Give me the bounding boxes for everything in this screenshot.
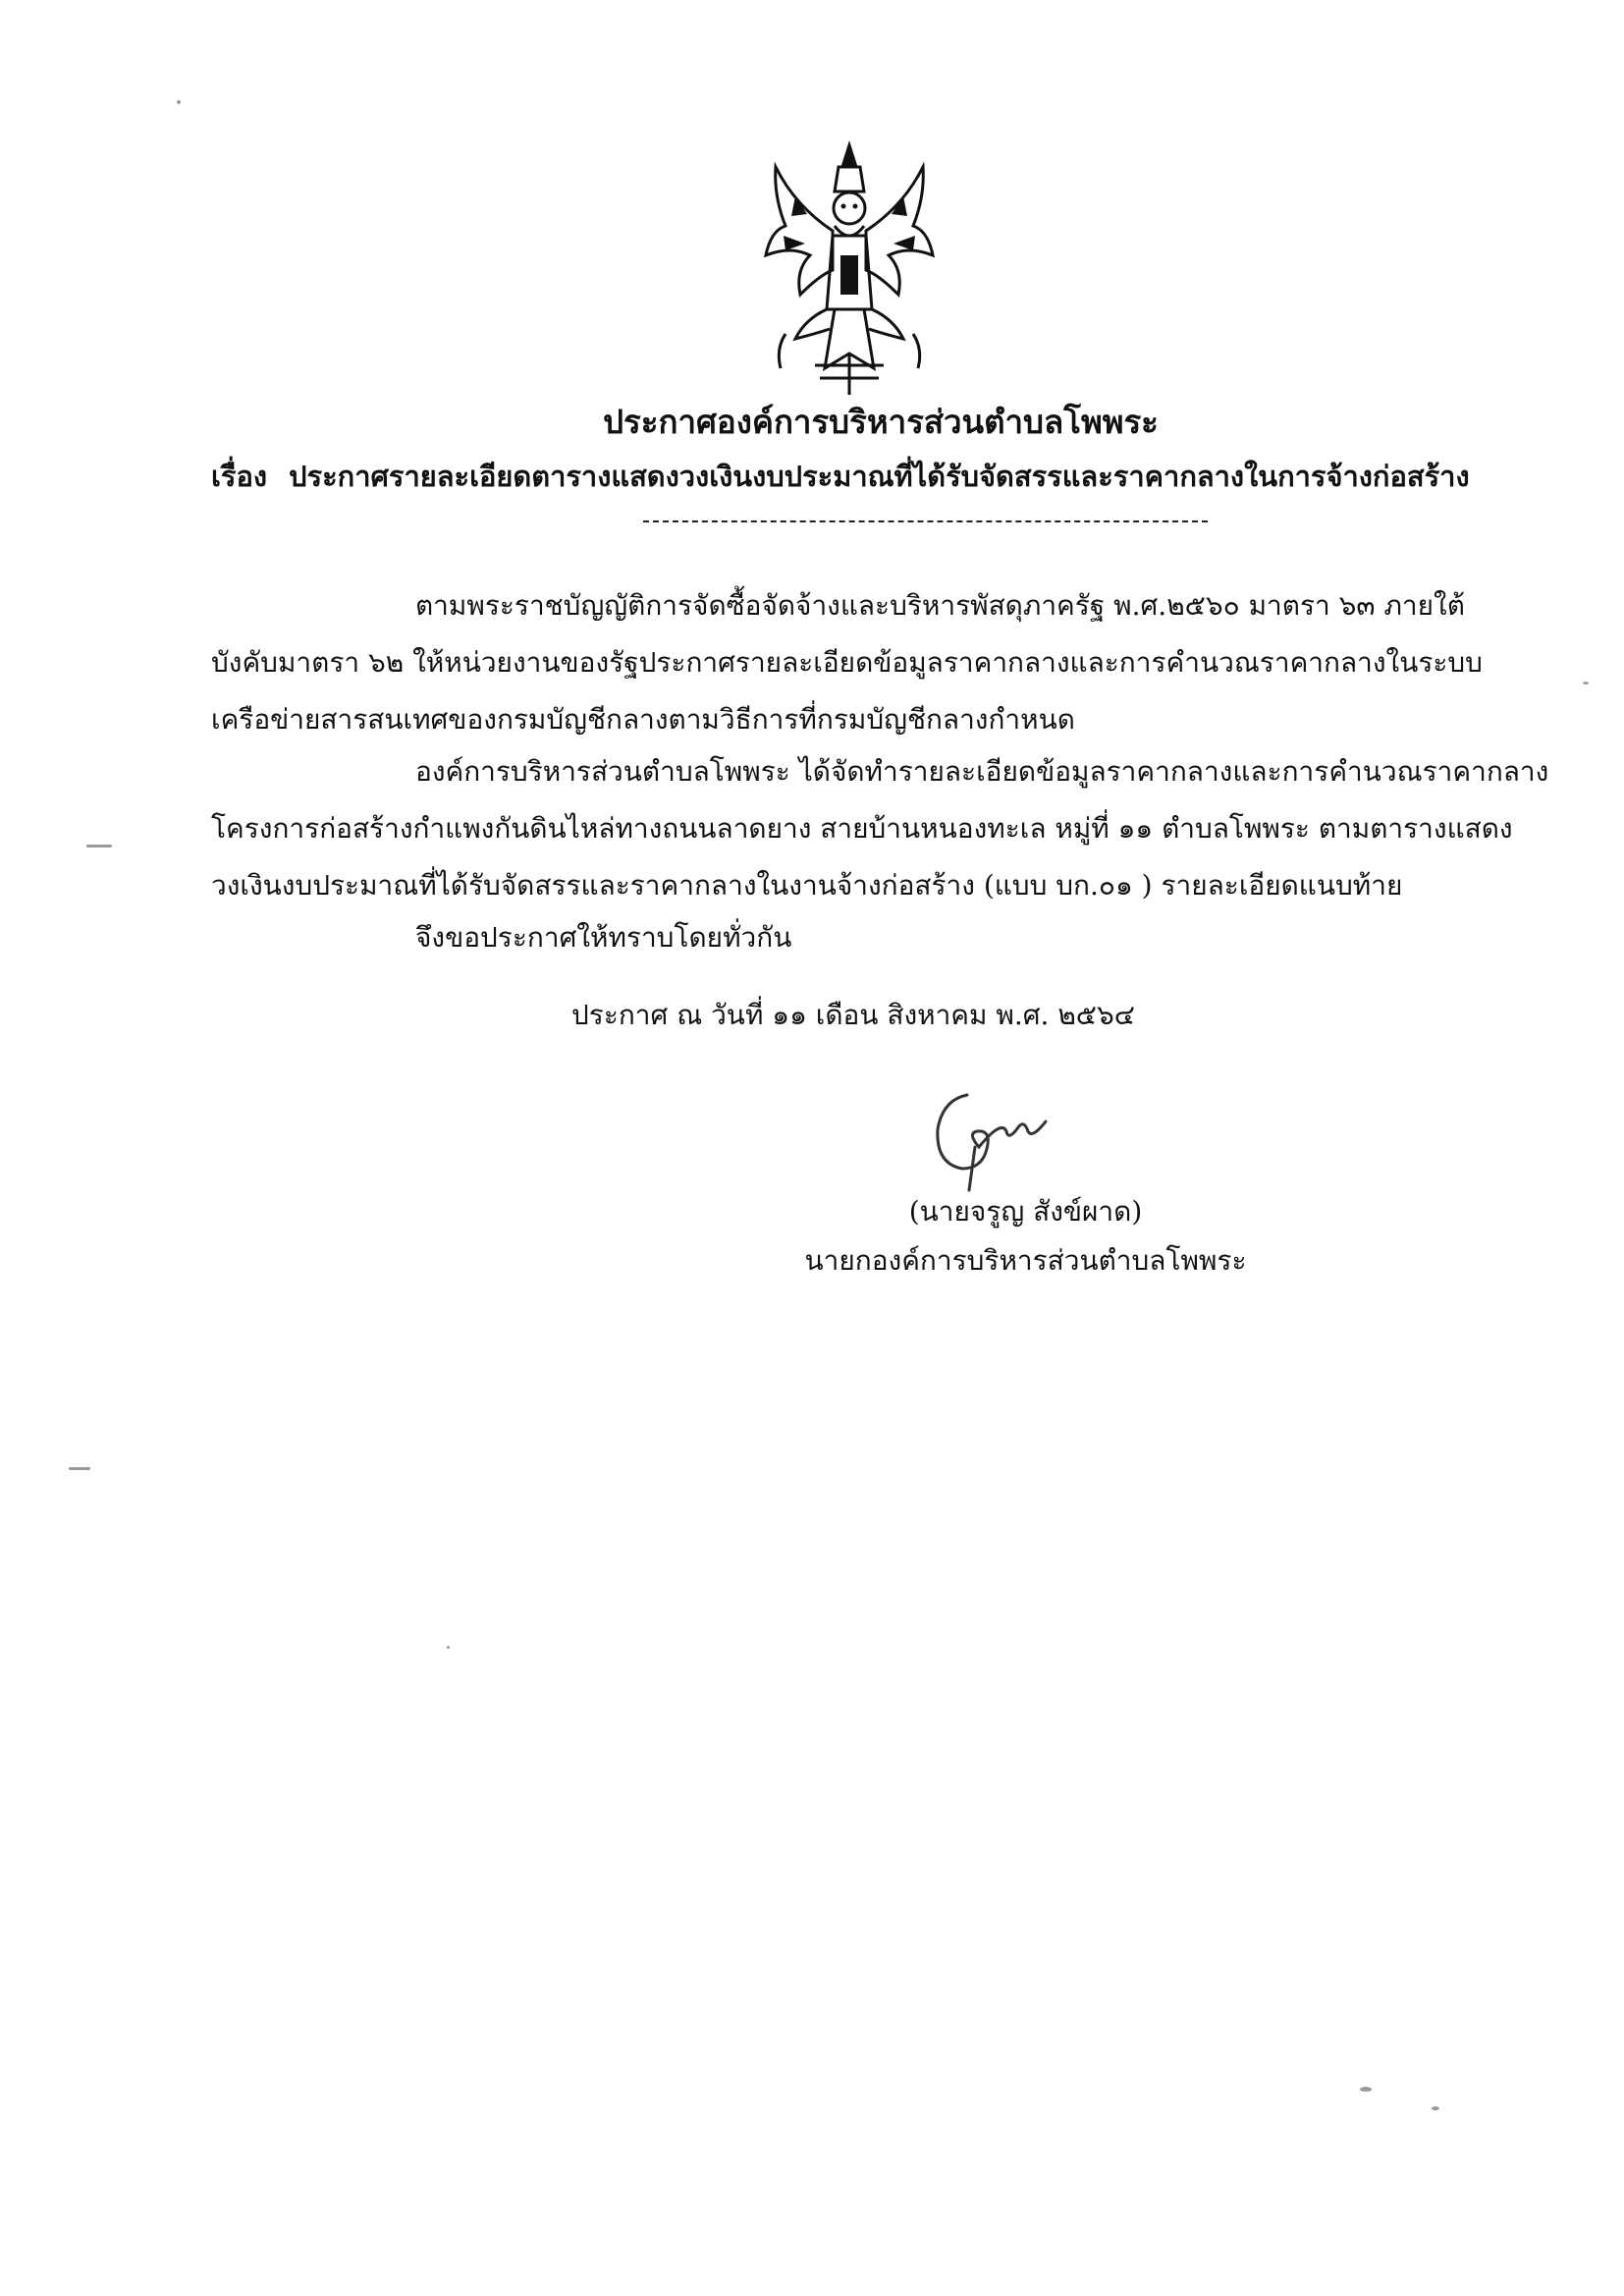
announcement-date: ประกาศ ณ วันที่ ๑๑ เดือน สิงหาคม พ.ศ. ๒๕๖๔ xyxy=(571,999,1135,1031)
scan-speck xyxy=(69,1467,90,1470)
scan-speck xyxy=(1432,2106,1439,2110)
title-divider xyxy=(643,520,1208,522)
paragraph-line: จึงขอประกาศให้ทราบโดยทั่วกัน xyxy=(415,921,792,954)
paragraph-line: ตามพระราชบัญญัติการจัดซื้อจัดจ้างและบริหารพัสดุภาครัฐ พ.ศ.๒๕๖๐ มาตรา ๖๓ ภายใต้ xyxy=(415,589,1465,622)
subject-label: เรื่อง xyxy=(211,460,268,493)
announcement-title: ประกาศองค์การบริหารส่วนตำบลโพพระ xyxy=(603,403,1159,441)
paragraph-line: เครือข่ายสารสนเทศของกรมบัญชีกลางตามวิธีการที่กรมบัญชีกลางกำหนด xyxy=(211,703,1075,736)
scan-speck xyxy=(86,845,112,847)
paragraph-line: โครงการก่อสร้างกำแพงกันดินไหล่ทางถนนลาดยาง สายบ้านหนองทะเล หมู่ที่ ๑๑ ตำบลโพพระ ตามตารางแสดง xyxy=(211,812,1513,845)
subject-line xyxy=(211,454,1546,499)
garuda-emblem-icon xyxy=(756,137,943,398)
paragraph-legal-basis xyxy=(211,577,1527,748)
signer-name: (นายจรูญ สังข์ผาด) xyxy=(908,1195,1143,1228)
handwritten-signature xyxy=(908,1070,1085,1198)
subject-text: ประกาศรายละเอียดตารางแสดงวงเงินงบประมาณที่ได้รับจัดสรรและราคากลางในการจ้างก่อสร้าง xyxy=(289,460,1470,493)
paragraph-project-details xyxy=(211,743,1549,914)
scan-speck xyxy=(1360,2087,1372,2092)
paragraph-line: องค์การบริหารส่วนตำบลโพพระ ได้จัดทำรายละเอียดข้อมูลราคากลางและการคำนวณราคากลาง xyxy=(415,755,1549,788)
paragraph-line: บังคับมาตรา ๖๒ ให้หน่วยงานของรัฐประกาศรายละเอียดข้อมูลราคากลางและการคำนวณราคากลางในระบบ xyxy=(211,646,1483,679)
scan-speck xyxy=(177,100,181,104)
paragraph-closing xyxy=(211,909,1527,966)
signer-title: นายกองค์การบริหารส่วนตำบลโพพระ xyxy=(804,1244,1247,1277)
scan-speck xyxy=(1583,682,1589,684)
paragraph-line: วงเงินงบประมาณที่ได้รับจัดสรรและราคากลางในงานจ้างก่อสร้าง (แบบ บก.๐๑ ) รายละเอียดแนบท้าย xyxy=(211,869,1403,902)
scan-speck xyxy=(447,1646,450,1649)
